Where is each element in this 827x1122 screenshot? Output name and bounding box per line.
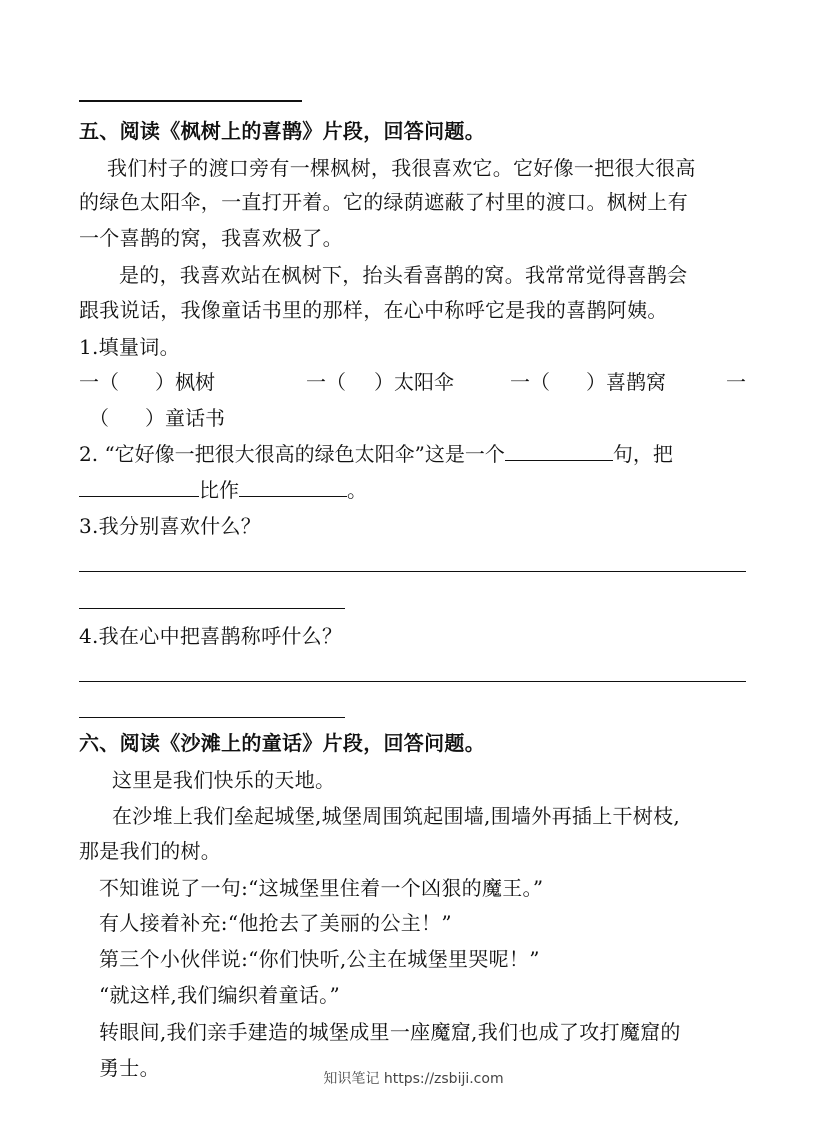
section6-line-1: 这里是我们快乐的天地。: [112, 768, 336, 792]
q1-item-3-suffix: ）喜鹊窝: [586, 370, 666, 394]
q1-item-4-wrap-prefix: （: [89, 406, 109, 430]
q4-label: 4.我在心中把喜鹊称呼什么？: [79, 624, 343, 648]
section5-para1-line3: 一个喜鹊的窝，我喜欢极了。: [79, 226, 343, 250]
q1-item-4[interactable]: [726, 364, 746, 400]
q2-text-2: 句，把: [612, 442, 673, 466]
section6-line-2: 在沙堆上我们垒起城堡,城堡周围筑起围墙,围墙外再插上干树枝,: [112, 804, 681, 828]
top-rule: [79, 100, 302, 102]
section5-para1-line2: 的绿色太阳伞，一直打开着。它的绿荫遮蔽了村里的渡口。枫树上有: [79, 190, 688, 214]
q2-line2: [79, 472, 367, 508]
q1-item-2-prefix: 一（: [306, 370, 346, 394]
q1-item-2[interactable]: [306, 364, 454, 400]
section5-title: 五、阅读《枫树上的喜鹊》片段，回答问题。: [79, 119, 485, 143]
section6-title: 六、阅读《沙滩上的童话》片段，回答问题。: [79, 731, 485, 755]
section5-para2-line2: 跟我说话，我像童话书里的那样，在心中称呼它是我的喜鹊阿姨。: [79, 298, 668, 322]
q4-answer-line-1[interactable]: [79, 681, 746, 682]
q4-answer-line-2[interactable]: [79, 717, 345, 718]
section5-para2-line1: 是的，我喜欢站在枫树下，抬头看喜鹊的窝。我常常觉得喜鹊会: [119, 263, 688, 287]
section6-line-5: 有人接着补充:“他抢去了美丽的公主！”: [99, 911, 452, 935]
section6-line-6: 第三个小伙伴说:“你们快听,公主在城堡里哭呢！”: [99, 947, 540, 971]
q2-text-4: 。: [347, 478, 367, 502]
section5-para1-line1: 我们村子的渡口旁有一棵枫树，我很喜欢它。它好像一把很大很高: [107, 156, 696, 180]
q1-item-4-wrap[interactable]: [89, 400, 225, 436]
footer-watermark: 知识笔记 https://zsbiji.com: [323, 1071, 504, 1087]
q1-label: 1.填量词。: [79, 335, 180, 359]
q1-item-3[interactable]: [510, 364, 666, 400]
q2-blank-1[interactable]: [505, 438, 613, 461]
q1-item-2-suffix: ）太阳伞: [374, 370, 454, 394]
q2-blank-3[interactable]: [239, 474, 347, 497]
q2-line1: [79, 436, 673, 472]
q3-answer-line-2[interactable]: [79, 608, 345, 609]
q1-item-1-prefix: 一（: [79, 370, 119, 394]
section6-line-7: “就这样,我们编织着童话。”: [99, 983, 341, 1007]
q2-text-3: 比作: [199, 478, 239, 502]
section6-line-4: 不知谁说了一句:“这城堡里住着一个凶狠的魔王。”: [99, 876, 544, 900]
q3-label: 3.我分别喜欢什么？: [79, 514, 262, 538]
section6-line-3: 那是我们的树。: [79, 839, 222, 863]
section6-line-8: 转眼间,我们亲手建造的城堡成里一座魔窟,我们也成了攻打魔窟的: [99, 1020, 681, 1044]
q2-text-1: 2. “它好像一把很大很高的绿色太阳伞”这是一个: [79, 442, 505, 466]
q1-item-1-suffix: ）枫树: [155, 370, 215, 394]
q2-blank-2[interactable]: [79, 474, 199, 497]
section6-line-9: 勇士。: [99, 1056, 160, 1080]
q1-item-4-prefix: 一: [726, 370, 746, 394]
q1-item-3-prefix: 一（: [510, 370, 550, 394]
q3-answer-line-1[interactable]: [79, 571, 746, 572]
q1-item-1[interactable]: [79, 364, 215, 400]
q1-item-4-wrap-suffix: ）童话书: [145, 406, 225, 430]
